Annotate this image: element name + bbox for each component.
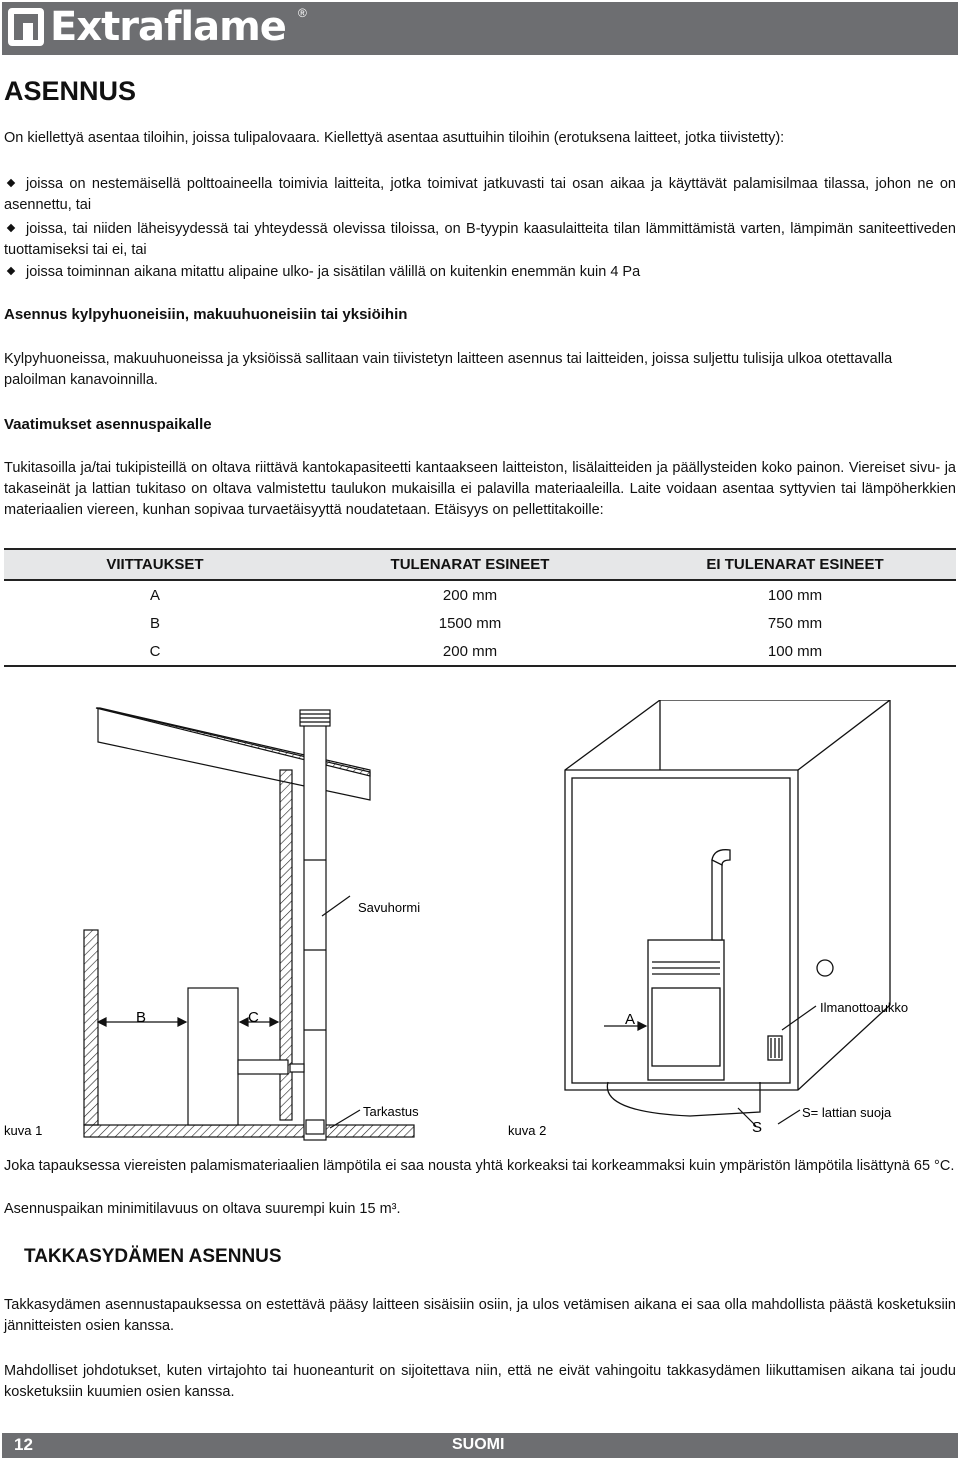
list-item-text: joissa on nestemäisellä polttoaineella toimivia laitteita, jotka toimivat jatkuvasti tai osan aikaa ja käyttävät palamisilmaa tilassa, johon ne on asennettu, tai bbox=[4, 176, 956, 213]
table-header: TULENARAT ESINEET bbox=[306, 549, 634, 580]
table-cell: 200 mm bbox=[442, 586, 498, 604]
label-s: S bbox=[752, 1119, 763, 1136]
footer-language: SUOMI bbox=[452, 1436, 505, 1453]
brand-name: Extraflame bbox=[50, 4, 286, 50]
distance-table bbox=[4, 548, 956, 667]
label-tarkastus: Tarkastus bbox=[363, 1104, 419, 1119]
table-cell: A bbox=[149, 586, 160, 604]
list-item-text: joissa toiminnan aikana mitattu alipaine ulko- ja sisätilan välillä on kuitenkin enemmän kuin 4 Pa bbox=[26, 264, 641, 280]
volume-note: Asennuspaikan minimitilavuus on oltava suurempi kuin 15 m³. bbox=[4, 1201, 401, 1217]
requirements-text: Tukitasoilla ja/tai tukipisteillä on oltava riittävä kantokapasiteetti kantaakseen laitteiston, lisälaitteiden ja päällysteiden koko painon. Viereiset sivu- ja takaseinät ja lattian tukitaso on oltava valmistettu taulukon mukaisilla ei palavilla materiaaleilla. Laite voidaan asentaa syttyvien tai lämpöherkkien materiaalien viereen, kunhan sopivaa turvaetäisyyttä noudatetaan. Etäisyys on pellettitakoille: bbox=[4, 460, 956, 518]
brand-logo bbox=[8, 4, 286, 50]
table-row bbox=[4, 637, 956, 666]
requirements-heading: Vaatimukset asennuspaikalle bbox=[4, 416, 212, 433]
page-number: 12 bbox=[14, 1435, 33, 1454]
table-cell: C bbox=[4, 637, 306, 666]
label-ilmanottoaukko: Ilmanottoaukko bbox=[820, 1000, 909, 1015]
list-item bbox=[4, 174, 956, 216]
diamond-bullet-icon bbox=[7, 179, 15, 187]
table-cell: 1500 mm bbox=[438, 614, 502, 632]
logo-icon bbox=[8, 8, 44, 46]
table-header: EI TULENARAT ESINEET bbox=[634, 549, 956, 580]
table-cell: 750 mm bbox=[767, 614, 823, 632]
intro-text: On kiellettyä asentaa tiloihin, joissa tulipalovaara. Kiellettyä asentaa asuttuihin tiloihin (erotuksena laitteet, jotka tiivistetty): bbox=[4, 130, 785, 146]
figure-1-drawing bbox=[84, 708, 414, 1140]
bathroom-heading: Asennus kylpyhuoneisiin, makuuhuoneisiin tai yksiöihin bbox=[4, 306, 408, 323]
registered-mark: ® bbox=[298, 6, 307, 20]
temperature-note: Joka tapauksessa viereisten palamismateriaalien lämpötila ei saa nousta yhtä korkeaksi tai korkeammaksi kuin ympäristön lämpötila lisättynä 65 °C. bbox=[4, 1158, 955, 1174]
label-savuhormi: Savuhormi bbox=[358, 900, 421, 915]
diamond-bullet-icon bbox=[7, 267, 15, 275]
figure-2-drawing bbox=[565, 700, 890, 1116]
table-cell: 200 mm bbox=[306, 637, 634, 666]
table-cell: 100 mm bbox=[634, 637, 956, 666]
installation-figure bbox=[0, 700, 960, 1150]
label-a: A bbox=[625, 1011, 636, 1028]
table-cell: B bbox=[149, 614, 160, 632]
label-c: C bbox=[248, 1009, 259, 1026]
table-cell: 100 mm bbox=[767, 586, 823, 604]
section-2-title: TAKKASYDÄMEN ASENNUS bbox=[24, 1246, 282, 1267]
label-kuva1: kuva 1 bbox=[4, 1123, 43, 1138]
label-b: B bbox=[136, 1009, 147, 1026]
table-header-row bbox=[4, 549, 956, 580]
table-header: VIITTAUKSET bbox=[4, 549, 306, 580]
section-2-paragraph-2: Mahdolliset johdotukset, kuten virtajohto tai huoneanturit on sijoitettava niin, että ne eivät vahingoitu takkasydämen liikuttamisen aikana tai joudu kosketuksiin kuumien osien kanssa. bbox=[4, 1363, 956, 1400]
section-2-paragraph-1: Takkasydämen asennustapauksessa on estettävä pääsy laitteen sisäisiin osiin, ja ulos vetämisen aikana ei saa olla mahdollista päästä kosketuksiin jännitteisten osien kanssa. bbox=[4, 1297, 956, 1334]
bathroom-text: Kylpyhuoneissa, makuuhuoneissa ja yksiöissä sallitaan vain tiivistetyn laitteen asennus tai laitteiden, joissa suljettu tulisija ulkoa otettavalla paloilman kanavoinnilla. bbox=[4, 351, 893, 388]
section-title: ASENNUS bbox=[4, 76, 137, 106]
list-item bbox=[4, 262, 956, 283]
table-row bbox=[4, 609, 956, 637]
label-kuva2: kuva 2 bbox=[508, 1123, 547, 1138]
list-item-text: joissa, tai niiden läheisyydessä tai yhteydessä olevissa tiloissa, on B-tyypin kaasulaitteita tilan lämmittämistä varten, lämpimän saniteettiveden tuottamiseksi tai ei, tai bbox=[4, 221, 956, 258]
list-item bbox=[4, 219, 956, 261]
diamond-bullet-icon bbox=[7, 224, 15, 232]
table-row bbox=[4, 580, 956, 609]
label-s-desc: S= lattian suoja bbox=[802, 1105, 892, 1120]
